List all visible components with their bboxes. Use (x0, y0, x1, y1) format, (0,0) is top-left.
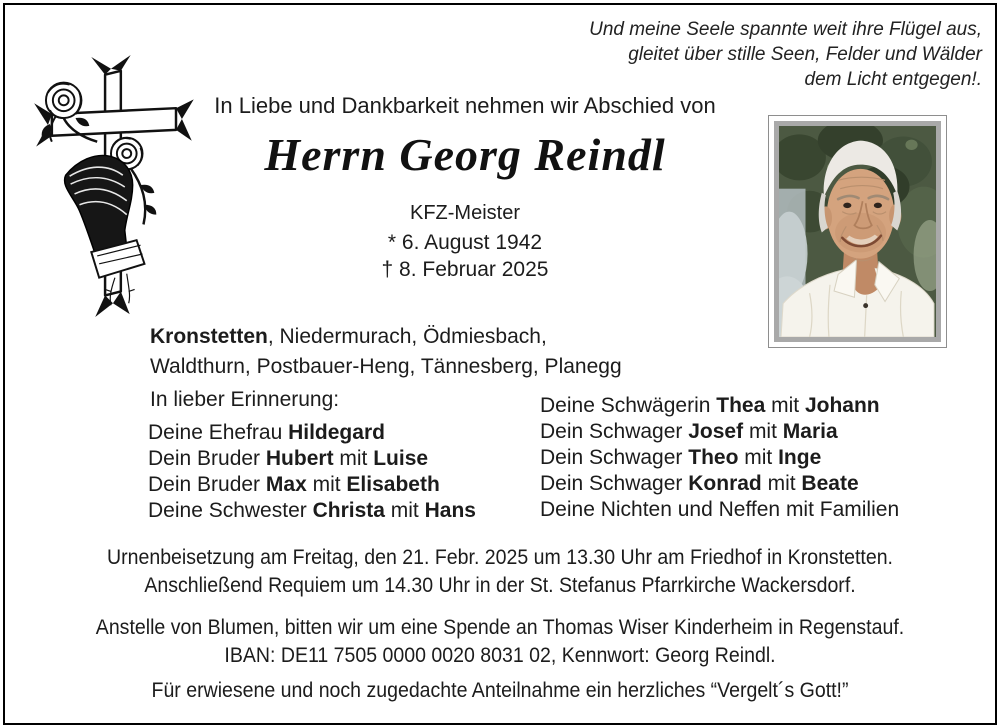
text-line: Anstelle von Blumen, bitten wir um eine Spende an Thomas Wiser Kinderheim in Regenstauf. (95, 616, 905, 639)
text-line: gleitet über stille Seen, Felder und Wälder (628, 44, 982, 65)
farewell-intro: In Liebe und Dankbarkeit nehmen wir Abschied von (214, 93, 716, 118)
text-line: Dein Schwager Josef mit Maria (540, 420, 838, 443)
portrait-photo-frame (768, 115, 947, 348)
text-line: Deine Nichten und Neffen mit Familien (540, 498, 900, 521)
deceased-name: Herrn Georg Reindl (264, 129, 666, 180)
memorial-label: In lieber Erinnerung: (150, 388, 340, 411)
closing-thanks (0, 679, 1000, 703)
text-line: Dein Schwager Konrad mit Beate (540, 472, 859, 495)
text-line: dem Licht entgegen!. (804, 69, 982, 90)
text-line: IBAN: DE11 7505 0000 0020 8031 02, Kennwort: Georg Reindl. (224, 644, 776, 667)
text-line: Deine Schwester Christa mit Hans (148, 499, 476, 522)
mourners-column-right (540, 393, 899, 523)
life-dates (130, 229, 800, 283)
text-line: Urnenbeisetzung am Freitag, den 21. Febr. 2025 um 13.30 Uhr am Friedhof in Kronstetten. (107, 546, 893, 569)
text-line: Dein Schwager Theo mit Inge (540, 446, 822, 469)
portrait-photo-mat (774, 121, 941, 342)
portrait-photo (779, 126, 936, 337)
text-line: Deine Ehefrau Hildegard (148, 421, 385, 444)
deceased-profession: KFZ-Meister (410, 202, 520, 224)
text-line: Und meine Seele spannte weit ihre Flügel aus, (589, 19, 982, 40)
closing-thanks-text: Für erwiesene und noch zugedachte Anteilnahme ein herzliches “Vergelt´s Gott!” (151, 679, 849, 702)
death-date: † 8. Februar 2025 (381, 258, 549, 281)
text-line: Kronstetten, Niedermurach, Ödmiesbach, (150, 325, 547, 348)
text-line: Dein Bruder Hubert mit Luise (148, 447, 429, 470)
text-line: Waldthurn, Postbauer-Heng, Tännesberg, Planegg (150, 355, 622, 378)
text-line: Deine Schwägerin Thea mit Johann (540, 394, 880, 417)
funeral-details (0, 544, 1000, 600)
donation-details (0, 614, 1000, 670)
text-line: Anschließend Requiem um 14.30 Uhr in der St. Stefanus Pfarrkirche Wackersdorf. (144, 574, 856, 597)
birth-date: * 6. August 1942 (387, 231, 543, 254)
places-list (150, 322, 622, 382)
opening-verse (589, 17, 982, 92)
text-line: Dein Bruder Max mit Elisabeth (148, 473, 440, 496)
mourners-column-left (148, 420, 476, 524)
